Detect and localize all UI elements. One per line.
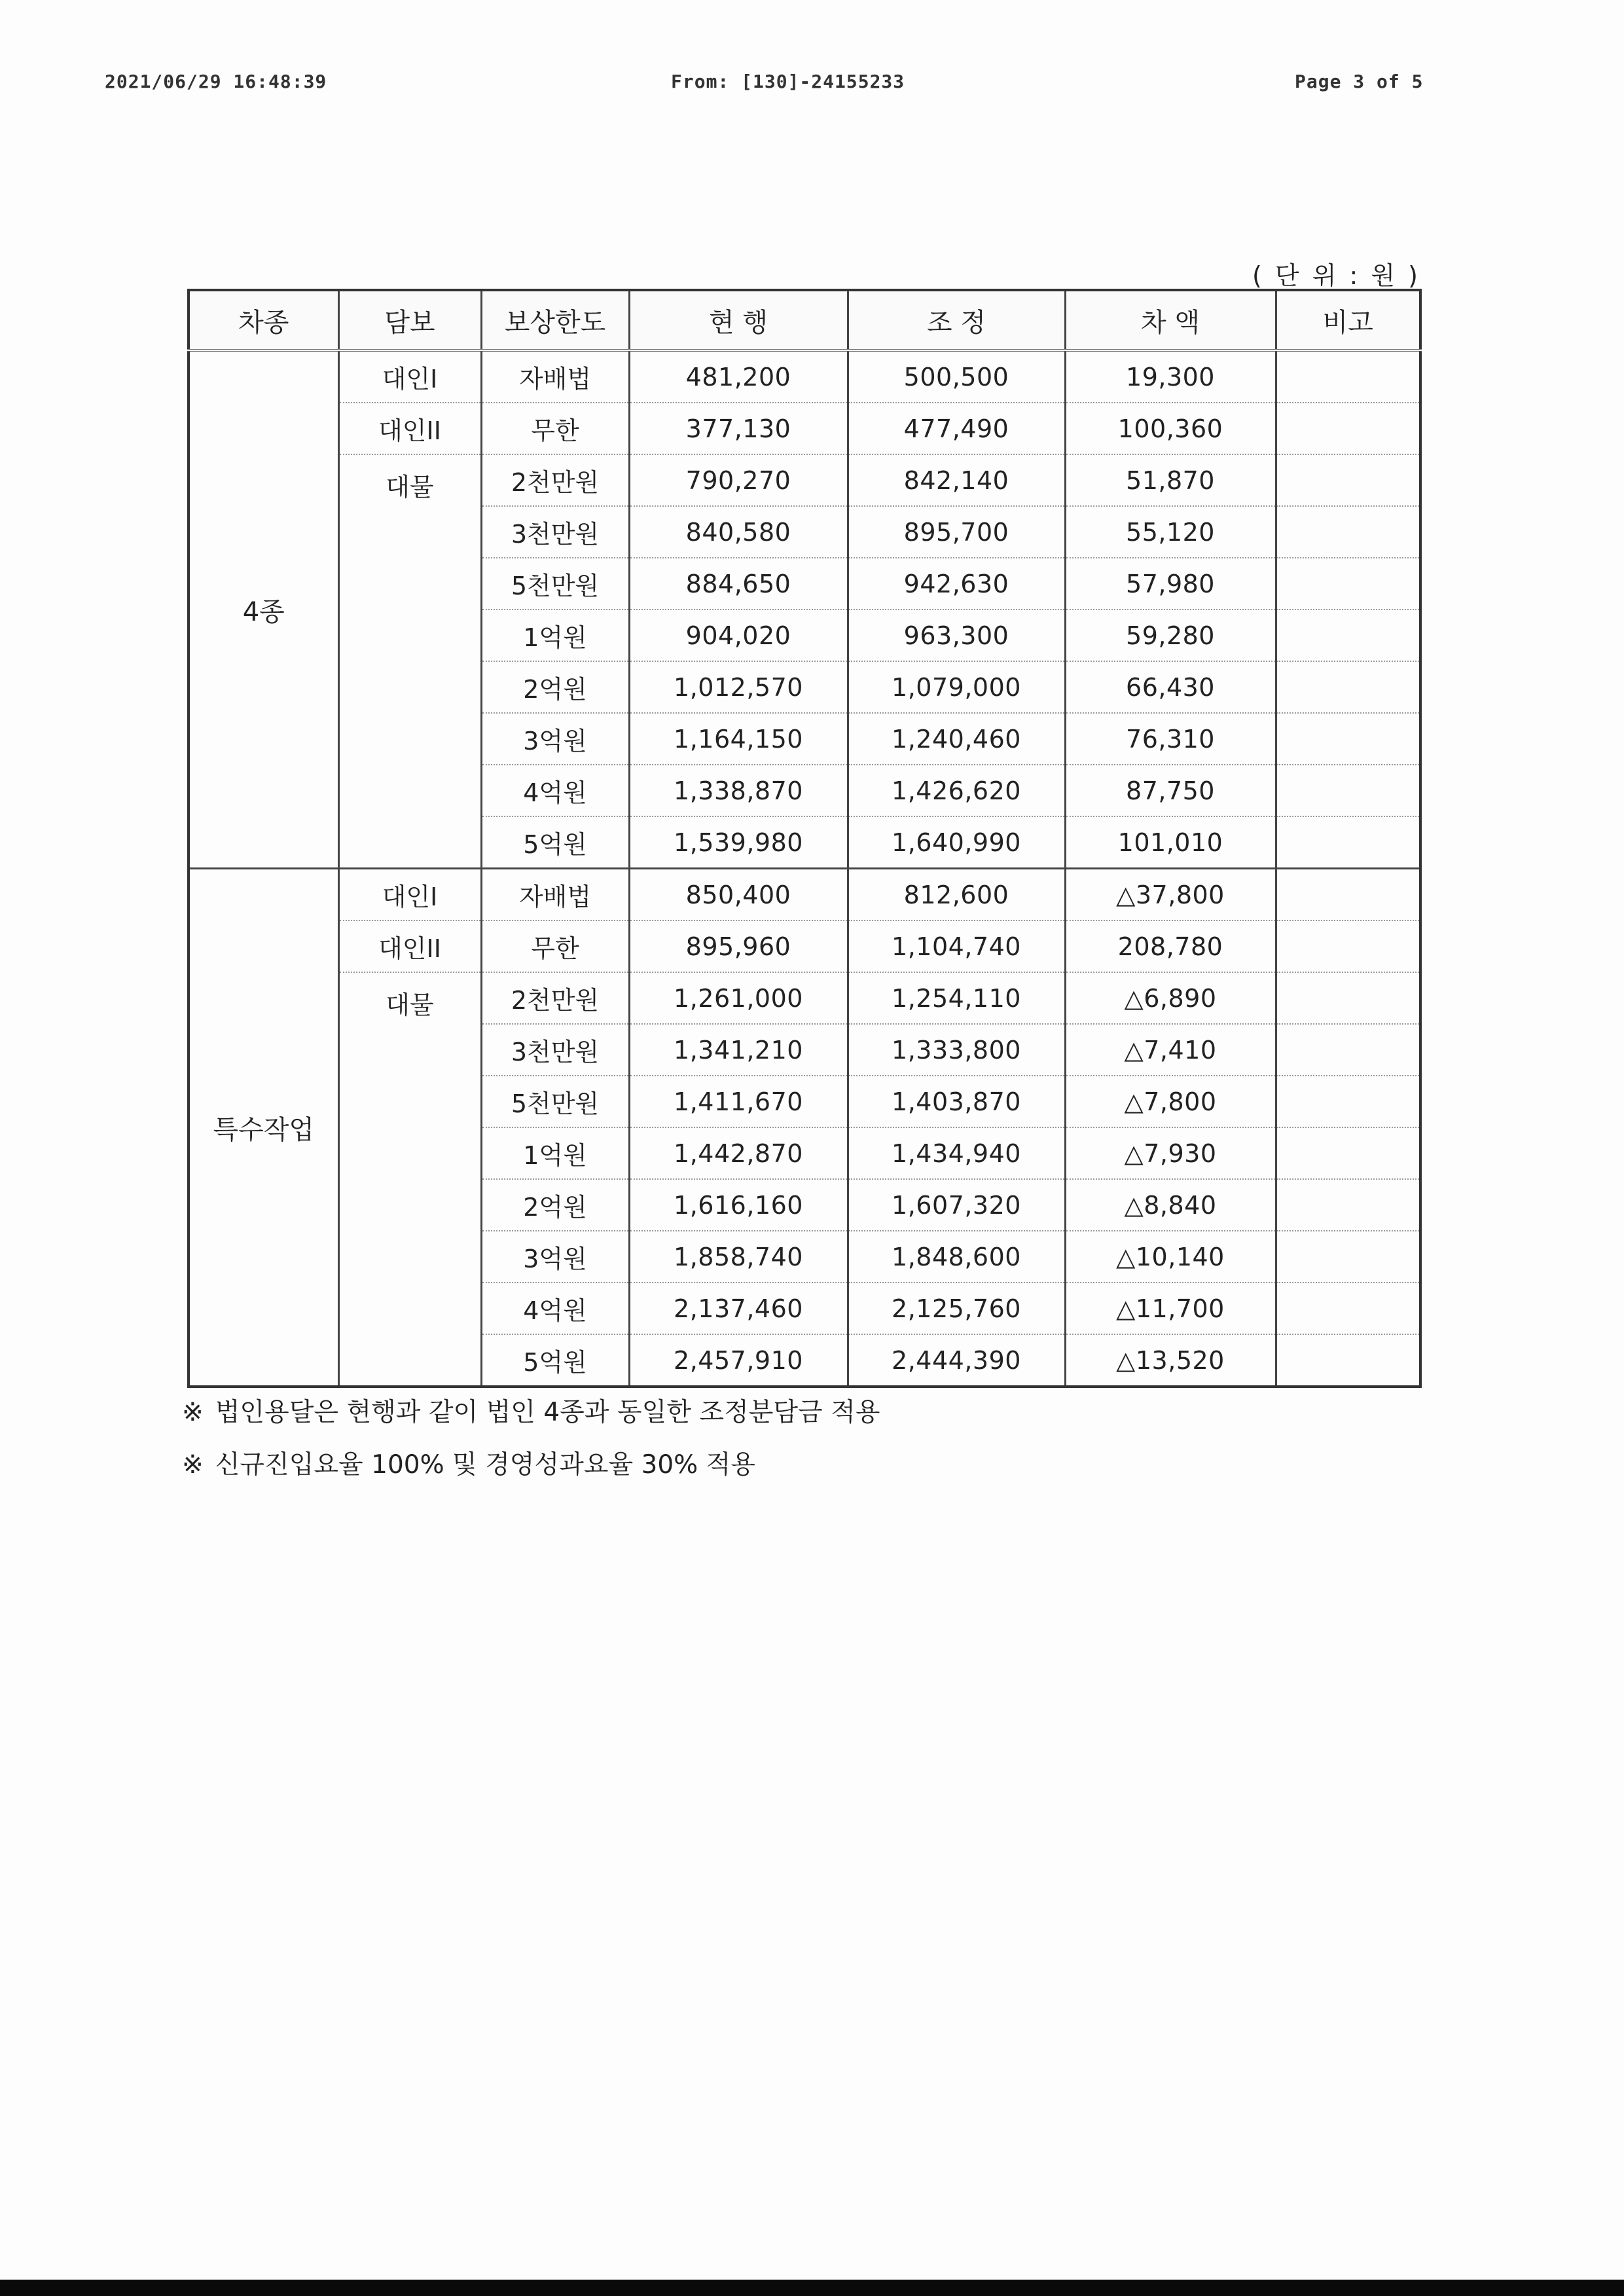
difference-cell: △13,520 <box>1065 1334 1276 1387</box>
current-premium-cell: 904,020 <box>629 610 848 661</box>
note-mark: ※ <box>182 1450 204 1480</box>
remark-cell <box>1276 869 1420 921</box>
adjusted-premium-cell: 1,104,740 <box>848 920 1065 972</box>
remark-cell <box>1276 403 1420 454</box>
remark-cell <box>1276 1334 1420 1387</box>
current-premium-cell: 1,442,870 <box>629 1127 848 1179</box>
current-premium-cell: 1,616,160 <box>629 1179 848 1231</box>
difference-cell: △11,700 <box>1065 1283 1276 1334</box>
coverage-cell: 대인I <box>338 350 481 403</box>
note-item <box>182 1439 880 1491</box>
coverage-cell: 대인I <box>338 869 481 921</box>
remark-cell <box>1276 1179 1420 1231</box>
remark-cell <box>1276 1231 1420 1283</box>
note-text: 신규진입요율 100% 및 경영성과요율 30% 적용 <box>215 1450 755 1480</box>
limit-cell: 2천만원 <box>481 972 629 1024</box>
limit-cell: 무한 <box>481 920 629 972</box>
adjusted-premium-cell: 2,125,760 <box>848 1283 1065 1334</box>
difference-cell: △7,410 <box>1065 1024 1276 1076</box>
difference-cell: 208,780 <box>1065 920 1276 972</box>
difference-cell: 100,360 <box>1065 403 1276 454</box>
difference-cell: △37,800 <box>1065 869 1276 921</box>
limit-cell: 2억원 <box>481 661 629 713</box>
difference-cell: 66,430 <box>1065 661 1276 713</box>
remark-cell <box>1276 1076 1420 1127</box>
difference-cell: △6,890 <box>1065 972 1276 1024</box>
limit-cell: 1억원 <box>481 610 629 661</box>
difference-cell: 101,010 <box>1065 816 1276 869</box>
adjusted-premium-cell: 477,490 <box>848 403 1065 454</box>
notes <box>182 1387 880 1491</box>
limit-cell: 4억원 <box>481 1283 629 1334</box>
adjusted-premium-cell: 812,600 <box>848 869 1065 921</box>
adjusted-premium-cell: 963,300 <box>848 610 1065 661</box>
adjusted-premium-cell: 1,333,800 <box>848 1024 1065 1076</box>
current-premium-cell: 790,270 <box>629 454 848 506</box>
limit-cell: 자배법 <box>481 350 629 403</box>
table-row <box>189 350 1420 403</box>
adjusted-premium-cell: 942,630 <box>848 558 1065 610</box>
current-premium-cell: 1,411,670 <box>629 1076 848 1127</box>
difference-cell: △7,800 <box>1065 1076 1276 1127</box>
remark-cell <box>1276 816 1420 869</box>
table-body <box>189 350 1420 1387</box>
fax-page-number: Page 3 of 5 <box>1295 71 1424 92</box>
current-premium-cell: 1,341,210 <box>629 1024 848 1076</box>
difference-cell: 87,750 <box>1065 765 1276 816</box>
adjusted-premium-cell: 1,079,000 <box>848 661 1065 713</box>
note-mark: ※ <box>182 1398 204 1427</box>
limit-cell: 5억원 <box>481 816 629 869</box>
remark-cell <box>1276 1127 1420 1179</box>
header-current: 현 행 <box>629 290 848 350</box>
current-premium-cell: 1,164,150 <box>629 713 848 765</box>
adjusted-premium-cell: 1,848,600 <box>848 1231 1065 1283</box>
adjusted-premium-cell: 1,403,870 <box>848 1076 1065 1127</box>
remark-cell <box>1276 610 1420 661</box>
note-text: 법인용달은 현행과 같이 법인 4종과 동일한 조정분담금 적용 <box>215 1398 880 1427</box>
current-premium-cell: 840,580 <box>629 506 848 558</box>
coverage-cell: 대인II <box>338 403 481 454</box>
table-row <box>189 869 1420 921</box>
header-adjusted: 조 정 <box>848 290 1065 350</box>
limit-cell: 3천만원 <box>481 1024 629 1076</box>
coverage-cell: 대인II <box>338 920 481 972</box>
difference-cell: 19,300 <box>1065 350 1276 403</box>
limit-cell: 2천만원 <box>481 454 629 506</box>
remark-cell <box>1276 454 1420 506</box>
premium-adjustment-table <box>187 289 1422 1388</box>
current-premium-cell: 2,137,460 <box>629 1283 848 1334</box>
limit-cell: 3억원 <box>481 713 629 765</box>
current-premium-cell: 1,858,740 <box>629 1231 848 1283</box>
scan-edge-bar <box>0 2280 1624 2296</box>
unit-label: ( 단 위 : 원 ) <box>1252 261 1420 290</box>
current-premium-cell: 850,400 <box>629 869 848 921</box>
header-limit: 보상한도 <box>481 290 629 350</box>
note-item <box>182 1387 880 1439</box>
remark-cell <box>1276 558 1420 610</box>
table-row <box>189 972 1420 1024</box>
limit-cell: 5천만원 <box>481 1076 629 1127</box>
limit-cell: 4억원 <box>481 765 629 816</box>
coverage-cell: 대물 <box>338 454 481 869</box>
remark-cell <box>1276 350 1420 403</box>
remark-cell <box>1276 972 1420 1024</box>
fax-header <box>0 71 1624 97</box>
table-row <box>189 920 1420 972</box>
difference-cell: △8,840 <box>1065 1179 1276 1231</box>
remark-cell <box>1276 1283 1420 1334</box>
difference-cell: 51,870 <box>1065 454 1276 506</box>
table-row <box>189 403 1420 454</box>
current-premium-cell: 1,261,000 <box>629 972 848 1024</box>
header-vehicle-type: 차종 <box>189 290 338 350</box>
difference-cell: 55,120 <box>1065 506 1276 558</box>
current-premium-cell: 1,539,980 <box>629 816 848 869</box>
fax-sender: From: [130]-24155233 <box>671 71 905 92</box>
vehicle-type-cell: 특수작업 <box>189 869 338 1387</box>
current-premium-cell: 1,338,870 <box>629 765 848 816</box>
adjusted-premium-cell: 1,607,320 <box>848 1179 1065 1231</box>
difference-cell: 57,980 <box>1065 558 1276 610</box>
adjusted-premium-cell: 1,426,620 <box>848 765 1065 816</box>
difference-cell: △10,140 <box>1065 1231 1276 1283</box>
current-premium-cell: 377,130 <box>629 403 848 454</box>
adjusted-premium-cell: 2,444,390 <box>848 1334 1065 1387</box>
limit-cell: 3천만원 <box>481 506 629 558</box>
adjusted-premium-cell: 1,240,460 <box>848 713 1065 765</box>
header-coverage: 담보 <box>338 290 481 350</box>
coverage-cell: 대물 <box>338 972 481 1387</box>
current-premium-cell: 2,457,910 <box>629 1334 848 1387</box>
header-difference: 차 액 <box>1065 290 1276 350</box>
limit-cell: 1억원 <box>481 1127 629 1179</box>
remark-cell <box>1276 661 1420 713</box>
current-premium-cell: 895,960 <box>629 920 848 972</box>
limit-cell: 5천만원 <box>481 558 629 610</box>
remark-cell <box>1276 920 1420 972</box>
header-remark: 비고 <box>1276 290 1420 350</box>
difference-cell: 59,280 <box>1065 610 1276 661</box>
difference-cell: 76,310 <box>1065 713 1276 765</box>
remark-cell <box>1276 1024 1420 1076</box>
current-premium-cell: 1,012,570 <box>629 661 848 713</box>
current-premium-cell: 481,200 <box>629 350 848 403</box>
remark-cell <box>1276 506 1420 558</box>
adjusted-premium-cell: 1,254,110 <box>848 972 1065 1024</box>
vehicle-type-cell: 4종 <box>189 350 338 869</box>
adjusted-premium-cell: 500,500 <box>848 350 1065 403</box>
remark-cell <box>1276 713 1420 765</box>
adjusted-premium-cell: 842,140 <box>848 454 1065 506</box>
table-row <box>189 454 1420 506</box>
adjusted-premium-cell: 895,700 <box>848 506 1065 558</box>
table-header-row <box>189 290 1420 350</box>
adjusted-premium-cell: 1,434,940 <box>848 1127 1065 1179</box>
remark-cell <box>1276 765 1420 816</box>
limit-cell: 자배법 <box>481 869 629 921</box>
limit-cell: 무한 <box>481 403 629 454</box>
difference-cell: △7,930 <box>1065 1127 1276 1179</box>
adjusted-premium-cell: 1,640,990 <box>848 816 1065 869</box>
limit-cell: 5억원 <box>481 1334 629 1387</box>
fax-datetime: 2021/06/29 16:48:39 <box>105 71 327 92</box>
limit-cell: 3억원 <box>481 1231 629 1283</box>
limit-cell: 2억원 <box>481 1179 629 1231</box>
current-premium-cell: 884,650 <box>629 558 848 610</box>
